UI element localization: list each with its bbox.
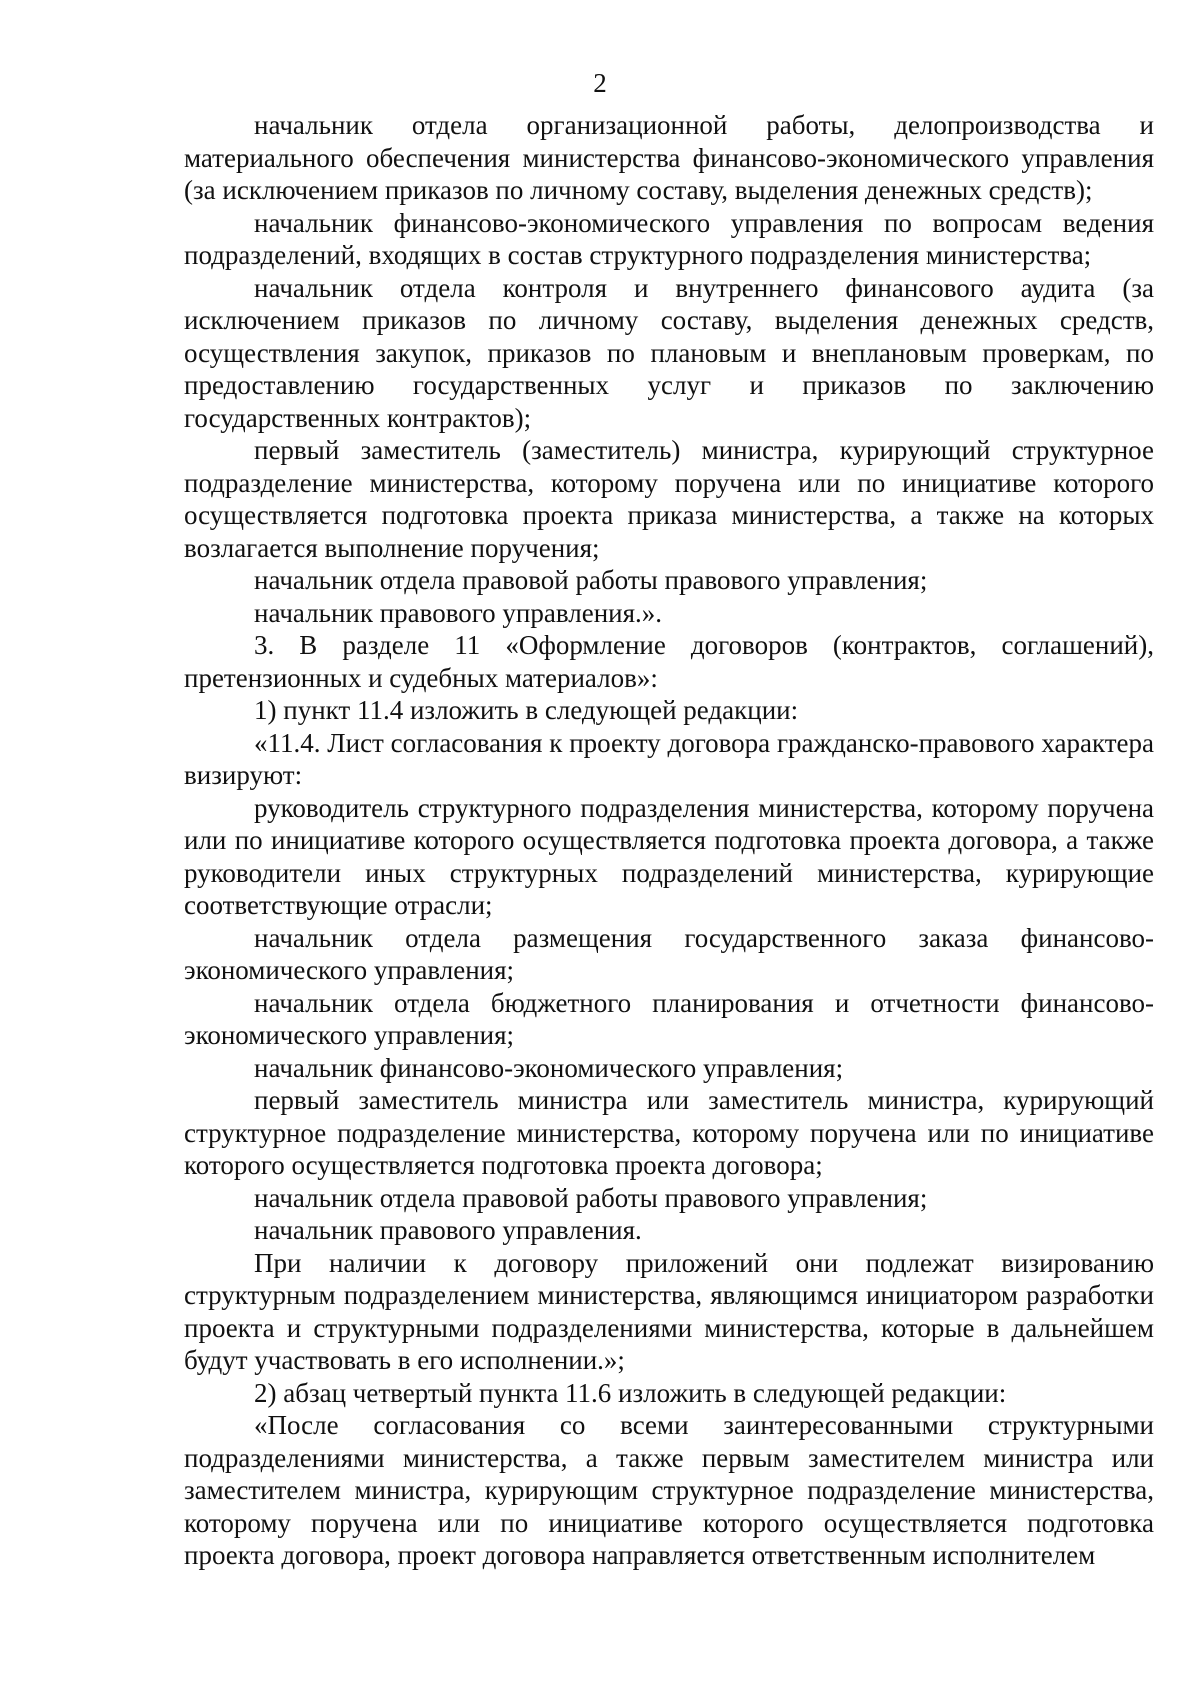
paragraph: начальник отдела размещения государственного заказа финансово-экономического управления; [184, 922, 1154, 985]
paragraph: 1) пункт 11.4 изложить в следующей редакции: [254, 695, 799, 725]
paragraph: «После согласования со всеми заинтересованными структурными подразделениями министерства, а также первым заместителем министра или заместителем министра, курирующим структурное подразделение министерства, которому поручена или по инициативе которого осуществляется подготовка проекта договора, проект договора направляется ответственным исполнителем [184, 1410, 1154, 1570]
paragraph: начальник правового управления.». [254, 597, 663, 628]
paragraph: начальник отдела правовой работы правового управления; [254, 1182, 928, 1213]
paragraph: первый заместитель (заместитель) министра, курирующий структурное подразделение министерства, которому поручена или по инициативе которого осуществляется подготовка проекта приказа министерства, а также на которых возлагается выполнение поручения; [184, 435, 1154, 563]
paragraph: первый заместитель министра или заместитель министра, курирующий структурное подразделение министерства, которому поручена или по инициативе которого осуществляется подготовка проекта договора; [184, 1085, 1154, 1180]
paragraph: начальник отдела правовой работы правового управления; [254, 565, 928, 595]
paragraph: 2) абзац четвертый пункта 11.6 изложить в следующей редакции: [254, 1377, 1007, 1408]
paragraph: При наличии к договору приложений они подлежат визированию структурным подразделением министерства, являющимся инициатором разработки проекта и структурными подразделениями министерства, которые в дальнейшем будут участвовать в его исполнении.»; [184, 1247, 1154, 1375]
paragraph: 3. В разделе 11 «Оформление договоров (контрактов, соглашений), претензионных и судебных материалов»: [184, 630, 1154, 693]
paragraph: начальник отдела бюджетного планирования и отчетности финансово-экономического управления; [184, 987, 1154, 1050]
paragraph: начальник правового управления. [254, 1215, 642, 1245]
paragraph: «11.4. Лист согласования к проекту договора гражданско-правового характера визируют: [184, 727, 1154, 790]
paragraph: руководитель структурного подразделения министерства, которому поручена или по инициативе которого осуществляется подготовка проекта договора, а также руководители иных структурных подразделений министерства, курирующие соответствующие отрасли; [184, 792, 1154, 920]
paragraph: начальник финансово-экономического управления; [254, 1052, 844, 1083]
paragraph: начальник финансово-экономического управления по вопросам ведения подразделений, входящих в состав структурного подразделения министерства; [184, 207, 1154, 270]
paragraph: начальник отдела организационной работы, делопроизводства и материального обеспечения министерства финансово-экономического управления (за исключением приказов по личному составу, выделения денежных средств); [184, 110, 1154, 205]
paragraph: начальник отдела контроля и внутреннего финансового аудита (за исключением приказов по личному составу, выделения денежных средств, осуществления закупок, приказов по плановым и внеплановым проверкам, по предоставлению государственных услуг и приказов по заключению государственных контрактов); [184, 272, 1154, 433]
page-number: 2 [593, 68, 607, 98]
document-body [184, 109, 1154, 1572]
